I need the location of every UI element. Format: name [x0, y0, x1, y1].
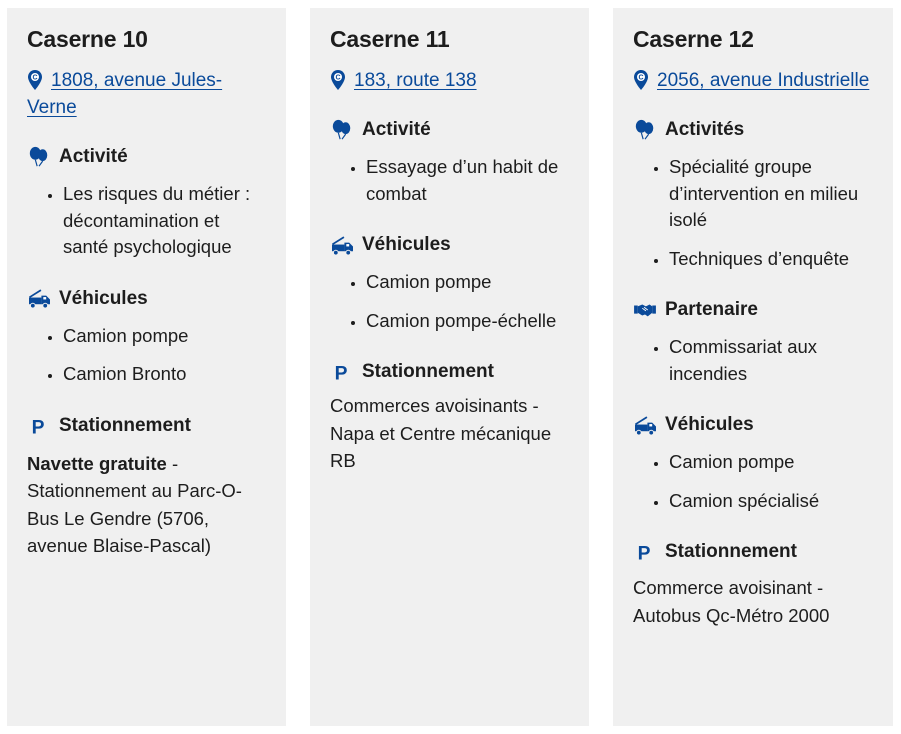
list-item: • Spécialité groupe d’intervention en milieu isolé [669, 154, 873, 234]
vehicles-heading [633, 411, 873, 439]
list-item: • Les risques du métier : décontamination et santé psychologique [63, 181, 266, 261]
vehicles-heading [330, 231, 569, 259]
svg-text:C: C [335, 74, 341, 82]
parking-detail: - Stationnement au Parc-O-Bus Le Gendre (5706, avenue Blaise-Pascal) [27, 452, 242, 556]
balloons-icon [27, 146, 51, 168]
map-pin-icon [633, 69, 649, 91]
address [633, 67, 873, 94]
address-link[interactable]: 2056, avenue Industrielle [657, 70, 870, 91]
activity-list [633, 154, 873, 272]
activity-heading-label: Activité [362, 119, 431, 140]
partner-list [633, 334, 873, 387]
list-item: • Camion pompe [63, 323, 266, 350]
balloons-icon [330, 119, 354, 141]
address-link[interactable]: 1808, avenue Jules-Verne [27, 70, 223, 118]
list-item: • Camion spécialisé [669, 488, 873, 515]
activity-heading-label: Activités [665, 119, 745, 140]
svg-text:C: C [638, 74, 644, 82]
parking-bold: Navette gratuite [27, 452, 167, 474]
parking-heading [27, 412, 266, 440]
parking-text: Commerce avoisinant - Autobus Qc-Métro 2000 [633, 577, 830, 626]
fire-truck-icon [633, 414, 657, 436]
parking-heading [633, 538, 873, 566]
caserne-card [613, 8, 893, 726]
address [27, 67, 266, 121]
caserne-card [7, 8, 286, 726]
vehicles-heading-label: Véhicules [665, 414, 754, 435]
svg-text:C: C [32, 74, 38, 82]
svg-text:P: P [334, 363, 348, 383]
activity-heading [330, 116, 569, 144]
caserne-card [310, 8, 589, 726]
vehicles-list [330, 269, 569, 334]
address [330, 67, 569, 94]
parking-heading [330, 358, 569, 386]
card-title: Caserne 10 [27, 26, 148, 52]
svg-text:P: P [31, 416, 45, 437]
parking-text [27, 450, 266, 560]
vehicles-list [27, 323, 266, 388]
vehicles-heading [27, 285, 266, 313]
parking-heading-label: Stationnement [59, 414, 191, 436]
parking-heading-label: Stationnement [665, 541, 797, 562]
activity-heading-label: Activité [59, 146, 128, 167]
parking-icon [27, 415, 51, 437]
list-item: • Commissariat aux incendies [669, 334, 873, 387]
parking-icon [330, 361, 354, 383]
fire-truck-icon [27, 288, 51, 310]
activity-list [330, 154, 569, 207]
partner-heading-label: Partenaire [665, 299, 758, 320]
list-item: • Techniques d’enquête [669, 246, 873, 273]
list-item: • Camion Bronto [63, 361, 266, 388]
map-pin-icon [27, 69, 43, 91]
handshake-icon [633, 299, 657, 321]
address-link[interactable]: 183, route 138 [354, 70, 477, 91]
card-title: Caserne 11 [330, 26, 450, 52]
activity-list [27, 181, 266, 261]
svg-text:P: P [637, 543, 651, 563]
list-item: • Camion pompe [366, 269, 569, 296]
card-title: Caserne 12 [633, 26, 754, 52]
balloons-icon [633, 119, 657, 141]
parking-icon [633, 541, 657, 563]
parking-heading-label: Stationnement [362, 361, 494, 382]
activity-heading [633, 116, 873, 144]
vehicles-list [633, 449, 873, 514]
activity-heading [27, 143, 266, 171]
vehicles-heading-label: Véhicules [362, 234, 451, 255]
partner-heading [633, 296, 873, 324]
list-item: • Camion pompe [669, 449, 873, 476]
fire-truck-icon [330, 234, 354, 256]
vehicles-heading-label: Véhicules [59, 287, 148, 309]
list-item: • Essayage d’un habit de combat [366, 154, 569, 207]
parking-text: Commerces avoisinants - Napa et Centre mécanique RB [330, 395, 552, 471]
map-pin-icon [330, 69, 346, 91]
list-item: • Camion pompe-échelle [366, 308, 569, 335]
